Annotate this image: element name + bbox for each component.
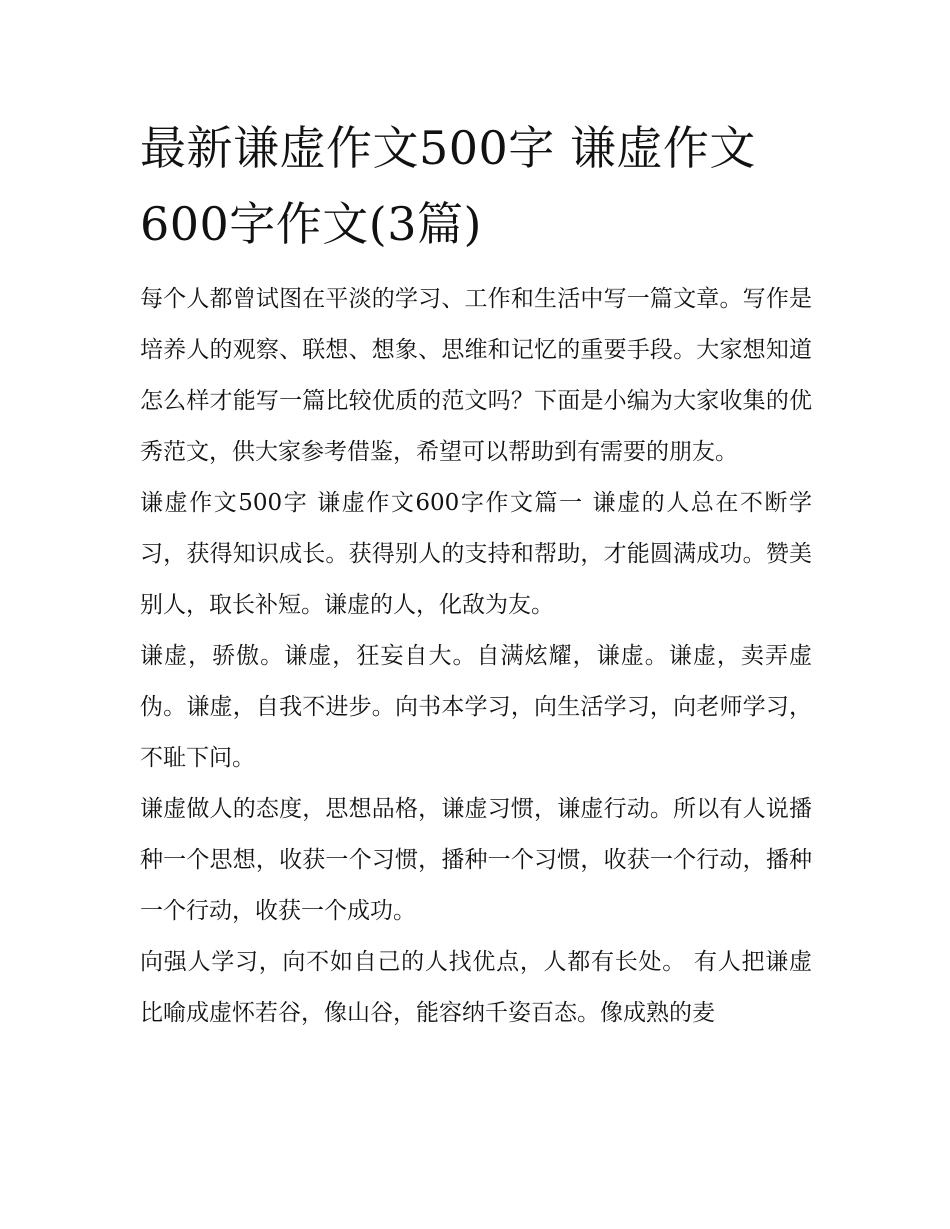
paragraph-humility-habit: 谦虚做人的态度，思想品格，谦虚习惯，谦虚行动。所以有人说播种一个思想，收获一个习惯，播种一个习惯，收获一个行动，播种一个行动，收获一个成功。 [140,796,812,924]
document-page [140,110,812,1039]
paragraph-humility-contrast: 谦虚，骄傲。谦虚，狂妄自大。自满炫耀，谦虚。谦虚，卖弄虚伪。谦虚，自我不进步。向书本学习，向生活学习，向老师学习，不耻下问。 [140,643,812,771]
paragraph-learn-from-others: 向强人学习，向不如自己的人找优点，人都有长处。 有人把谦虚比喻成虚怀若谷，像山谷，能容纳千姿百态。像成熟的麦 [140,949,812,1026]
paragraph-intro: 每个人都曾试图在平淡的学习、工作和生活中写一篇文章。写作是培养人的观察、联想、想象、思维和记忆的重要手段。大家想知道怎么样才能写一篇比较优质的范文吗？下面是小编为大家收集的优秀范文，供大家参考借鉴，希望可以帮助到有需要的朋友。 [140,286,812,465]
paragraph-essay-one-opening: 谦虚作文500字 谦虚作文600字作文篇一 谦虚的人总在不断学习，获得知识成长。获得别人的支持和帮助，才能圆满成功。赞美别人，取长补短。谦虚的人，化敌为友。 [140,490,812,618]
document-body [140,274,812,1039]
document-title: 最新谦虚作文500字 谦虚作文600字作文(3篇) [140,121,756,251]
